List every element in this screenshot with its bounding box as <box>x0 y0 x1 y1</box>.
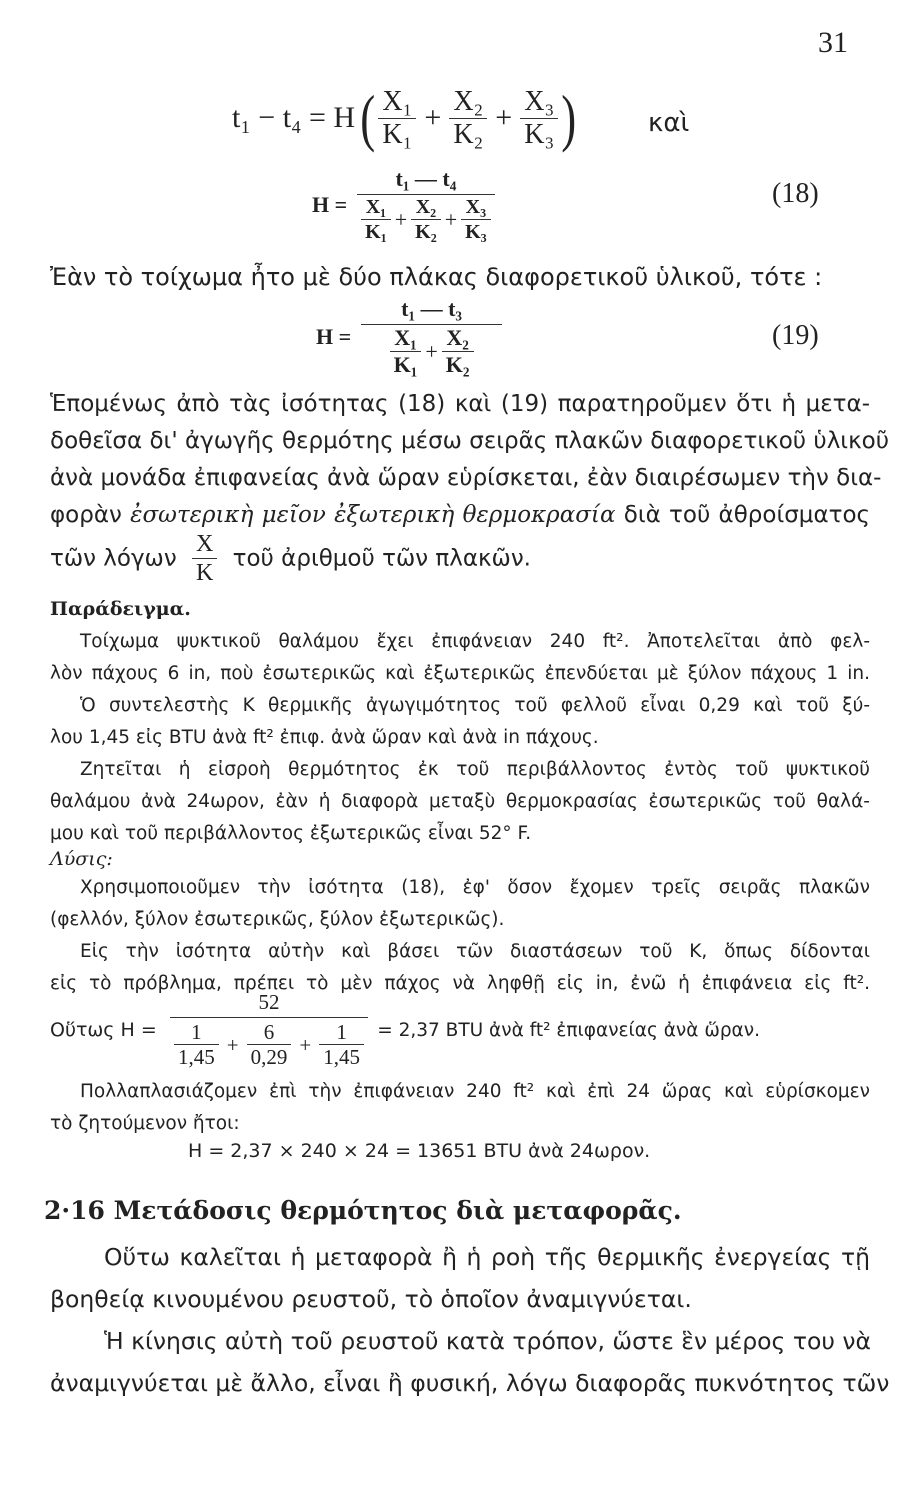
example-heading: Παράδειγμα. <box>50 598 191 620</box>
intro-line: Ἐὰν τὸ τοίχωμα ἦτο μὲ δύο πλάκας διαφορετικοῦ ὑλικοῦ, τότε : <box>50 263 823 291</box>
solution-text-continued: Πολλαπλασιάζομεν ἐπὶ τὴν ἐπιφάνειαν 240 ft² καὶ ἐπὶ 24 ὥρας καὶ εὑρίσκομεν τὸ ζητούμενον ἤτοι: <box>50 1081 870 1134</box>
page-number: 31 <box>818 26 848 59</box>
fraction-x-over-k: $\frac{X}{K}$ <box>192 532 217 585</box>
equation-19-numerator: t₁ — t₃ <box>361 298 502 325</box>
equation-18 <box>312 168 495 242</box>
equation-18-numerator: t₁ — t₄ <box>357 168 495 195</box>
equation-number-19: (19) <box>772 320 819 351</box>
final-result-equation: H = 2,37 × 240 × 24 = 13651 BTU ἀνὰ 24ωρον. <box>188 1140 651 1162</box>
solution-heading: Λύσις: <box>50 848 113 870</box>
equation-18-lhs: H = <box>312 192 348 217</box>
paragraph-conclusion: Ἑπομένως ἀπὸ τὰς ἰσότητας (18) καὶ (19) παρατηροῦμεν ὅτι ἡ μετα- δοθεῖσα δι' ἀγωγῆς θερμότης μέσω σειρᾶς πλακῶν διαφορετικοῦ ὑλικοῦ ἀνὰ μονάδα ἐπιφανείας ἀνὰ ὥραν εὑρίσκεται, ἐὰν διαιρέσωμεν τὴν δια- φορὰν ἐσωτερικὴ μεῖον ἐξωτερικὴ θερμοκρασία διὰ τοῦ ἀθροίσματος <box>50 391 890 528</box>
equation-temperature-difference: t₁ − t₄ = H( $\frac{\text{X₁}}{\text{K₁}}$ + $\frac{\text{X₂}}{\text{K₂}}$ + $\frac{\text{X₃}}{\text{K₃}}$ ) <box>232 82 577 153</box>
equation-18-fraction <box>357 168 495 242</box>
equation-number-18: (18) <box>772 178 819 209</box>
left-paren: ( <box>360 82 376 153</box>
solution-equation: Οὕτως H = 52 $\frac{1}{1,45}$ + $\frac{6}{0,29}$ + $\frac{1}{1,45}$ = 2,37 BTU ἀνὰ ft² ἐπιφανείας ἀνὰ ὥραν. <box>50 990 760 1069</box>
equation-lhs: t₁ − t₄ = H <box>232 101 356 134</box>
paragraph-conclusion-last-line: τῶν λόγων $\frac{X}{K}$ τοῦ ἀριθμοῦ τῶν πλακῶν. <box>50 531 531 586</box>
solution-text: Χρησιμοποιοῦμεν τὴν ἰσότητα (18), ἐφ' ὅσον ἔχομεν τρεῖς σειρᾶς πλακῶν (φελλόν, ξύλον ἐσωτερικῶς, ξύλον ἐξωτερικῶς). Εἰς τὴν ἰσότητα αὐτὴν καὶ βάσει τῶν διαστάσεων τοῦ K, ὅπως δίδονται εἰς τὸ πρόβλημα, πρέπει τὸ μὲν πάχος νὰ ληφθῇ εἰς in, ἐνῶ ἡ ἐπιφάνεια εἰς ft². <box>50 877 870 994</box>
equation-conjunction: καὶ <box>648 108 690 138</box>
section-heading: 2·16 Μετάδοσις θερμότητος διὰ μεταφορᾶς. <box>44 1196 682 1225</box>
equation-19-lhs: H = <box>316 324 352 349</box>
example-text: Τοίχωμα ψυκτικοῦ θαλάμου ἔχει ἐπιφάνειαν 240 ft². Ἀποτελεῖται ἀπὸ φελ- λὸν πάχους 6 in, ποὺ ἐσωτερικῶς καὶ ἐξωτερικῶς ἐπενδύεται μὲ ξύλον πάχους 1 in. Ὁ συντελεστὴς K θερμικῆς ἀγωγιμότητος τοῦ φελλοῦ εἶναι 0,29 καὶ τοῦ ξύ- λου 1,45 εἰς BTU ἀνὰ ft² ἐπιφ. ἀνὰ ὥραν καὶ ἀνὰ in πάχους. Ζητεῖται ἡ εἰσροὴ θερμότητος ἐκ τοῦ περιβάλλοντος ἐντὸς τοῦ ψυκτικοῦ θαλάμου ἀνὰ 24ωρον, ἐὰν ἡ διαφορὰ μεταξὺ θερμοκρασίας ἐσωτερικῶς τοῦ θαλά- μου καὶ τοῦ περιβάλλοντος ἐξωτερικῶς εἶναι 52° F. <box>50 631 870 844</box>
equation-19 <box>316 298 502 376</box>
solution-equation-fraction: 52 $\frac{1}{1,45}$ + $\frac{6}{0,29}$ + $\frac{1}{1,45}$ <box>170 992 368 1068</box>
right-paren: ) <box>561 82 577 153</box>
fraction-x2-k2: $\frac{\text{X₂}}{\text{K₂}}$ <box>449 88 487 149</box>
fraction-x1-k1: $\frac{\text{X₁}}{\text{K₁}}$ <box>378 88 416 149</box>
equation-18-denominator: $\frac{\text{X₁}}{\text{K₁}}$ + $\frac{\text{X₂}}{\text{K₂}}$ + $\frac{\text{X₃}}{\text{K₃}}$ <box>357 195 495 242</box>
equation-19-denominator: $\frac{\text{X₁}}{\text{K₁}}$ + $\frac{\text{X₂}}{\text{K₂}}$ <box>361 325 502 376</box>
equation-19-fraction <box>361 298 502 376</box>
fraction-x3-k3: $\frac{\text{X₃}}{\text{K₃}}$ <box>520 88 558 149</box>
section-text: Οὕτω καλεῖται ἡ μεταφορὰ ἢ ἡ ροὴ τῆς θερμικῆς ἐνεργείας τῇ βοηθείᾳ κινουμένου ρευστοῦ, τὸ ὁποῖον ἀναμιγνύεται. Ἡ κίνησις αὐτὴ τοῦ ρευστοῦ κατὰ τρόπον, ὥστε ἓν μέρος του νὰ ἀναμιγνύεται μὲ ἄλλο, εἶναι ἢ φυσική, λόγω διαφορᾶς πυκνότητος τῶν <box>50 1243 890 1397</box>
